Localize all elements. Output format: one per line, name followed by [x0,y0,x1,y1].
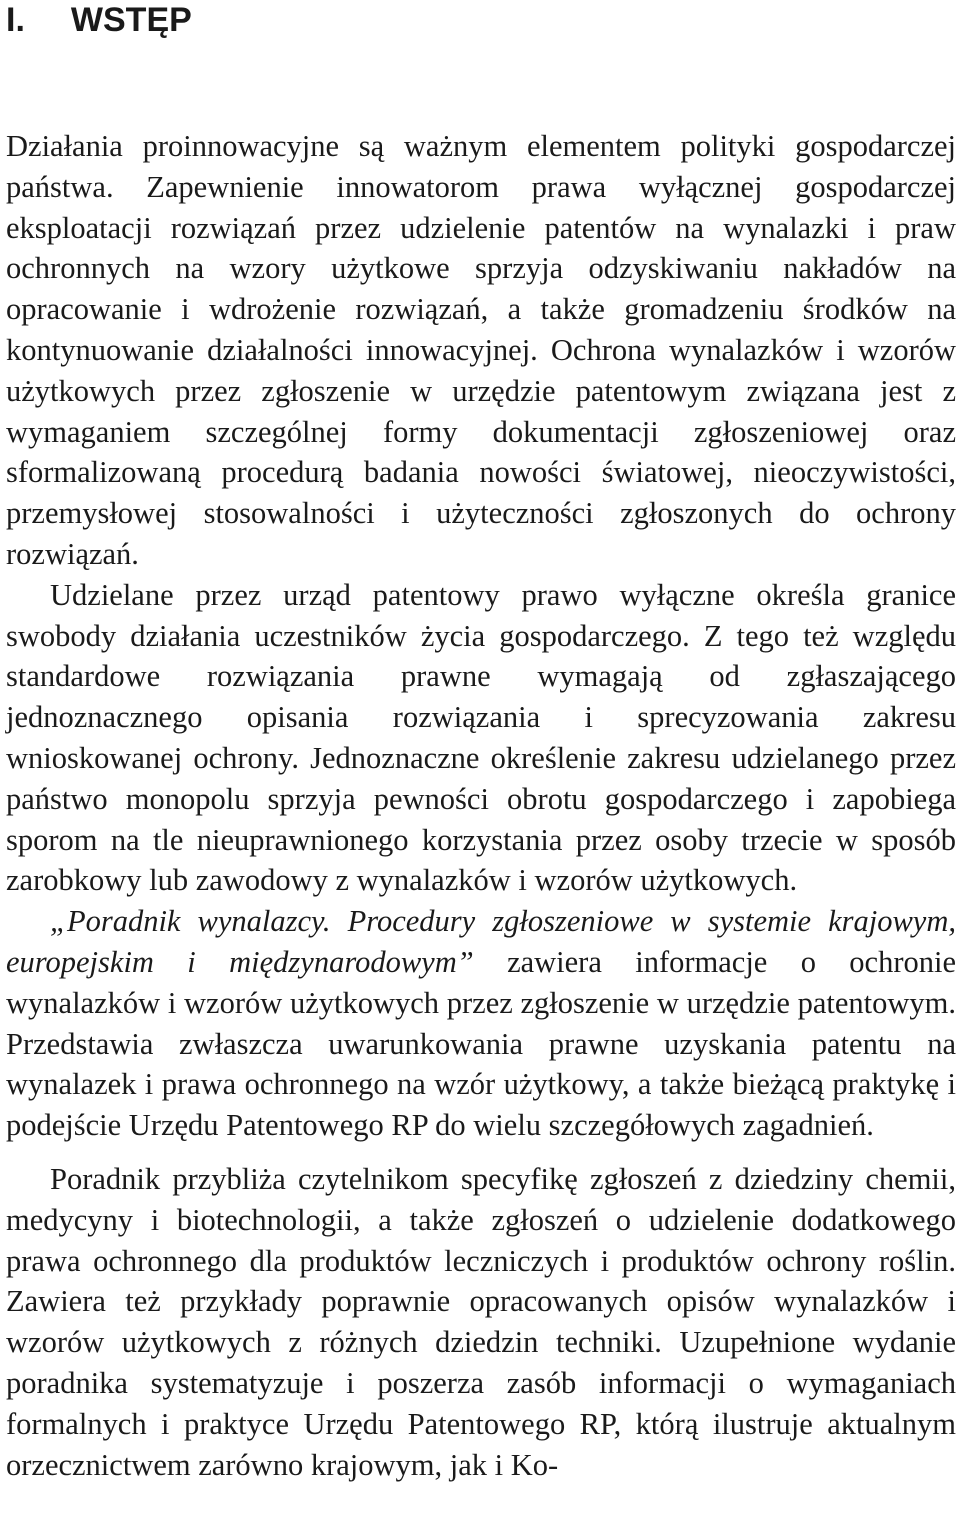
section-number: I. [6,1,25,39]
paragraph-1: Działania proinnowacyjne są ważnym elementem polityki gospodarczej państwa. Zapewnienie innowatorom prawa wyłącznej gospodarczej eksploatacji rozwiązań przez udzielenie patentów na wynalazki i praw ochronnych na wzory użytkowe sprzyja odzyskiwaniu nakładów na opracowanie i wdrożenie rozwiązań, a także gromadzeniu środków na kontynuowanie działalności innowacyjnej. Ochrona wynalazków i wzorów użytkowych przez zgłoszenie w urzędzie patentowym związana jest z wymaganiem szczególnej formy dokumentacji zgłoszeniowej oraz sformalizowaną procedurą badania nowości światowej, nieoczywistości, przemysłowej stosowalności i użyteczności zgłoszonych do ochrony rozwiązań. [6,129,956,571]
document-page [6,0,956,1485]
paragraph-4: Poradnik przybliża czytelnikom specyfikę zgłoszeń z dziedziny chemii, medycyny i biotechnologii, a także zgłoszeń o udzielenie dodatkowego prawa ochronnego dla produktów leczniczych i produktów ochrony roślin. Zawiera też przykłady poprawnie opracowanych opisów wynalazków i wzorów użytkowych z różnych dziedzin techniki. Uzupełnione wydanie poradnika systematyzuje i poszerza zasób informacji o wymaganiach formalnych i praktyce Urzędu Patentowego RP, którą ilustruje aktualnym orzecznictwem zarówno krajowym, jak i Ko- [6,1161,956,1482]
body-text [6,126,956,1485]
section-heading [6,0,956,40]
book-title-italic: „Poradnik wynalazcy. Procedury zgłoszeniowe w systemie krajowym, europejskim i międzynarodowym” [6,904,956,979]
paragraph-2: Udzielane przez urząd patentowy prawo wyłączne określa granice swobody działania uczestników życia gospodarczego. Z tego też względu standardowe rozwiązania prawne wymagają od zgłaszającego jednoznacznego opisania rozwiązania i sprecyzowania zakresu wnioskowanej ochrony. Jednoznaczne określenie zakresu udzielanego przez państwo monopolu sprzyja pewności obrotu gospodarczego i zapobiega sporom na tle nieuprawnionego korzystania przez osoby trzecie w sposób zarobkowy lub zawodowy z wynalazków i wzorów użytkowych. [6,577,956,898]
paragraph-3-text: zawiera informacje o ochronie wynalazków i wzorów użytkowych przez zgłoszenie w urzędzie patentowym. Przedstawia zwłaszcza uwarunkowania prawne uzyskania patentu na wynalazek i prawa ochronnego na wzór użytkowy, a także bieżącą praktykę i podejście Urzędu Patentowego RP do wielu szczegółowych zagadnień. [6,944,957,1143]
paragraph-3 [6,901,956,1146]
section-title: WSTĘP [70,1,192,39]
